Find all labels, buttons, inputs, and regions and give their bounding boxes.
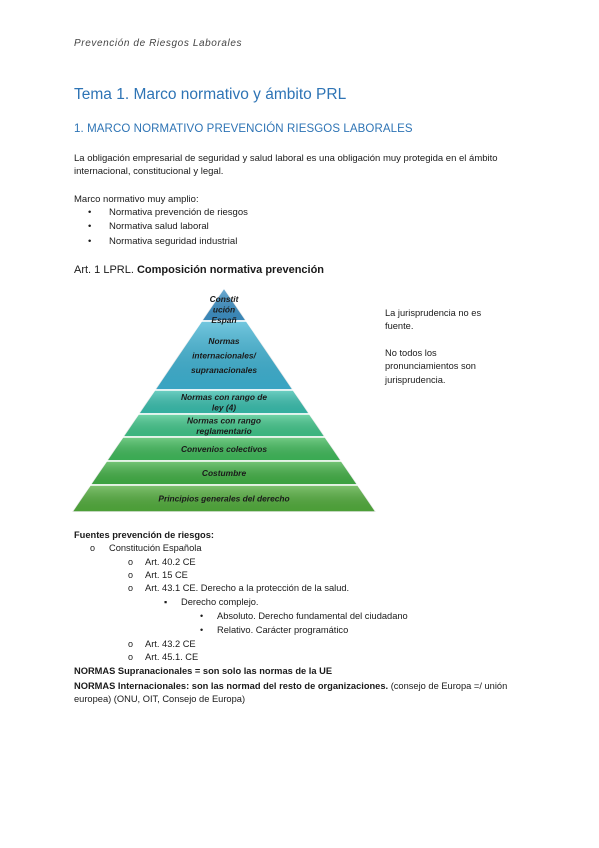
normative-pyramid-diagram — [70, 288, 378, 514]
pyramid-label-constitution: Constit — [209, 294, 239, 304]
pyramid-label-international-norms: Normas — [208, 336, 240, 346]
sources-heading: Fuentes prevención de riesgos: — [74, 530, 215, 540]
source-art-43-1: Art. 43.1 CE. Derecho a la protección de la salud. — [145, 583, 350, 593]
section-heading: 1. MARCO NORMATIVO PREVENCIÓN RIESGOS LABORALES — [74, 123, 413, 135]
pyramid-label-international-norms: supranacionales — [190, 365, 258, 375]
side-note-jurisprudence: La jurisprudencia no es fuente. — [385, 308, 482, 332]
pyramid-label-general-principles: Principios generales del derecho — [158, 493, 290, 504]
bullet-icon: • — [88, 235, 92, 247]
circle-marker-icon: o — [128, 557, 134, 567]
pyramid-label-constitution: Españ — [211, 315, 237, 325]
square-marker-icon: ▪ — [164, 597, 168, 607]
list-item: • Normativa prevención de riesgos — [88, 206, 248, 220]
running-header: Prevención de Riesgos Laborales — [74, 38, 243, 49]
circle-marker-icon: o — [128, 639, 134, 649]
pyramid-label-law-rank-norms: ley (4) — [211, 402, 237, 413]
intro-paragraph: La obligación empresarial de seguridad y salud laboral es una obligación muy protegida en el ámbito internacional, constitucional y legal. — [74, 153, 498, 177]
side-note-pronouncements: No todos los pronunciamientos son jurisprudencia. — [385, 348, 476, 385]
list-intro: Marco normativo muy amplio: — [74, 194, 199, 205]
article-title: Composición normativa prevención — [136, 264, 325, 276]
bullet-icon: • — [200, 611, 204, 621]
list-item: • Normativa seguridad industrial — [88, 235, 248, 249]
pyramid-label-custom: Costumbre — [201, 468, 247, 478]
source-constitution: Constitución Española — [109, 543, 202, 553]
bullet-icon: • — [200, 625, 204, 635]
international-note-bold: NORMAS Internacionales: son las normad del resto de organizaciones. — [74, 681, 389, 691]
pyramid-label-international-norms: internacionales/ — [192, 350, 256, 361]
supranational-note: NORMAS Supranacionales = son solo las normas de la UE — [74, 666, 333, 676]
source-art-15: Art. 15 CE — [145, 570, 188, 580]
bullet-icon: • — [88, 207, 92, 218]
pyramid-label-constitution: ución — [212, 304, 236, 315]
regulation-list — [88, 206, 248, 249]
article-prefix: Art. 1 LPRL. — [74, 264, 134, 276]
complex-right: Derecho complejo. — [181, 597, 259, 607]
list-item: • Normativa salud laboral — [88, 220, 248, 234]
pyramid-label-law-rank-norms: Normas con rango de — [180, 391, 268, 402]
circle-marker-icon: o — [128, 583, 134, 593]
source-art-43-2: Art. 43.2 CE — [145, 639, 196, 649]
absolute-right: Absoluto. Derecho fundamental del ciudadano — [217, 611, 408, 621]
circle-marker-icon: o — [128, 570, 134, 580]
circle-marker-icon: o — [128, 652, 134, 662]
bullet-icon: • — [88, 221, 92, 233]
international-note — [74, 680, 536, 707]
circle-marker-icon: o — [90, 543, 96, 553]
pyramid-label-collective-agreements: Convenios colectivos — [180, 444, 268, 454]
relative-right: Relativo. Carácter programático — [217, 625, 349, 635]
pyramid-label-regulatory-norms: Normas con rango — [187, 415, 261, 426]
article-heading — [74, 264, 324, 276]
pyramid-label-regulatory-norms: reglamentario — [196, 425, 252, 436]
document-title: Tema 1. Marco normativo y ámbito PRL — [74, 86, 347, 103]
international-note-rest: (consejo de Europa =/ unión europea) (ONU, OIT, Consejo de Europa) — [74, 681, 508, 705]
source-art-40-2: Art. 40.2 CE — [145, 557, 196, 567]
source-art-45-1: Art. 45.1. CE — [145, 652, 199, 662]
